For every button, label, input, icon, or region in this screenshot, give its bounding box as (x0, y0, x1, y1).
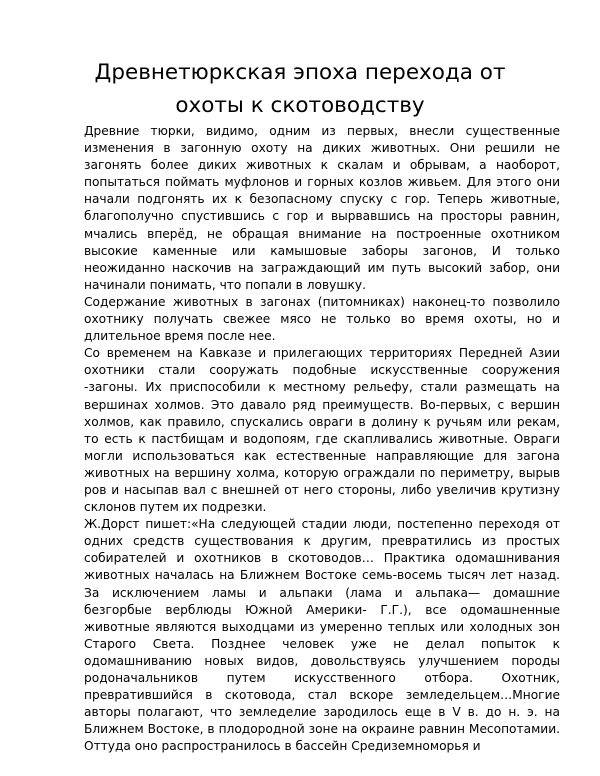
paragraph-4: Ж.Дорст пишет:«На следующей стадии люди, постепенно переходя от одних средств существования к другим, превратились из простых собирателей и охотников в скотоводов… Практика одомашнивания животных началась на Ближнем Востоке семь-восемь тысяч лет назад. За исключением ламы и альпаки (лама и альпака— домашние безгорбые верблюды Южной Америки- Г.Г.), все одомашненные животные являются выходцами из умеренно теплых или холодных зон Старого Света. Позднее человек уже не делал попыток к одомашниванию новых видов, довольствуясь улучшением породы родоначальников путем искусственного отбора. Охотник, превратившийся в скотовода, стал вскоре земледельцем…Многие авторы полагают, что земледелие зародилось еще в V в. до н. э. на Ближнем Востоке, в плодородной зоне на окраине равнин Месопотамии. Оттуда оно распространилось в бассейн Средиземноморья и (84, 517, 560, 754)
paragraph-3: Со временем на Кавказе и прилегающих территориях Передней Азии охотники стали сооружать подобные искусственные сооружения -загоны. Их приспособили к местному рельефу, стали размещать на вершинах холмов. Это давало ряд преимуществ. Во-первых, с вершин холмов, как правило, спускались овраги в долину к ручьям или рекам, то есть к пастбищам и водопоям, где скапливались животные. Овраги могли использоваться как естественные направляющие для загона животных на вершину холма, которую ограждали по периметру, вырыв ров и насыпав вал с внешней от него стороны, либо увеличив крутизну склонов путем их подрезки. (84, 346, 560, 515)
document-title (60, 56, 540, 122)
title-line-1: Древнетюркская эпоха перехода от (94, 60, 506, 85)
paragraph-2: Содержание животных в загонах (питомниках) наконец-то позволило охотнику получать свежее мясо не только во время охоты, но и длительное время после нее. (84, 294, 560, 344)
paragraph-1: Древние тюрки, видимо, одним из первых, внесли существенные изменения в загонную охоту на диких животных. Они решили не загонять более диких животных к скалам и обрывам, а наоборот, попытаться поймать муфлонов и горных козлов живьем. Для этого они начали подгонять их к безопасному спуску с гор. Теперь животные, благополучно спустившись с гор и вырвавшись на просторы равнин, мчались вперёд, не обращая внимание на построенные охотником высокие каменные или камышовые заборы загонов, И только неожиданно наскочив на заграждающий им путь высокий забор, они начинали понимать, что попали в ловушку. (84, 124, 560, 292)
document-body (84, 123, 560, 755)
title-line-2: охоты к скотоводству (175, 93, 425, 118)
